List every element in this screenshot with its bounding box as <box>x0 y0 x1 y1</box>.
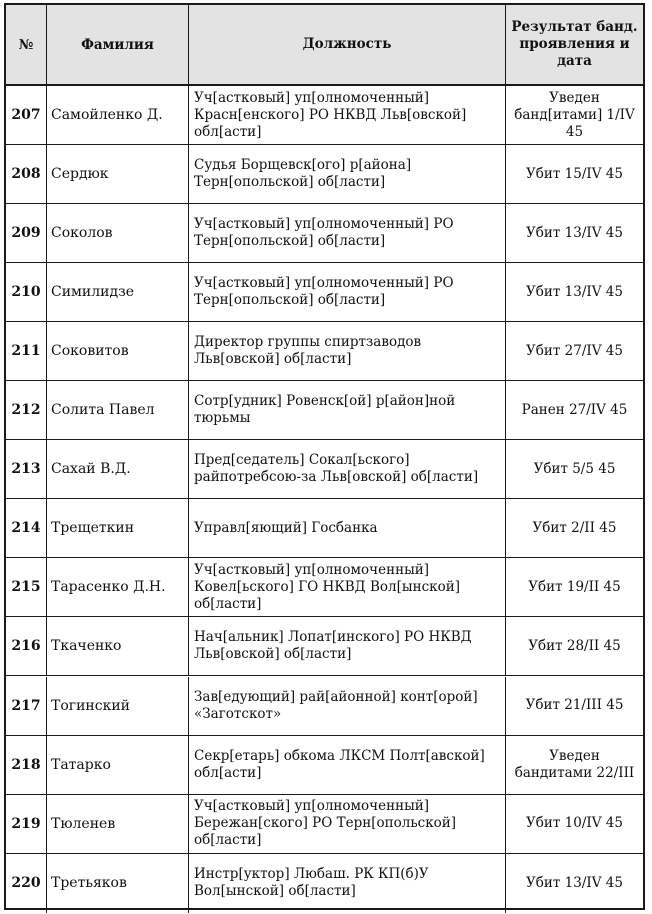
header-num: № <box>6 5 47 84</box>
row-position: Секр[етарь] обкома ЛКСМ Полт[авской] обл[асти] <box>189 736 506 794</box>
row-position: Уч[астковый] уп[олномоченный] Красн[енского] РО НКВД Льв[овской] обл[асти] <box>189 86 506 144</box>
table-row <box>6 677 643 736</box>
row-position: Уч[астковый] уп[олномоченный] РО Терн[опольской] об[ласти] <box>189 263 506 321</box>
table-row <box>6 145 643 204</box>
row-result: Уведен банд[итами] 1/IV 45 <box>514 89 635 140</box>
row-position: Судья Борщевск[ого] р[айона] Терн[опольской] об[ласти] <box>189 145 506 203</box>
row-position: Уч[астковый] уп[олномоченный] Бережан[ского] РО Терн[опольской] об[ласти] <box>189 795 506 853</box>
table-header <box>6 5 643 86</box>
row-position: Управл[яющий] Госбанка <box>189 499 506 557</box>
row-number: 215 <box>6 558 47 616</box>
row-position: Уч[астковый] уп[олномоченный] РО Терн[опольской] об[ласти] <box>189 204 506 262</box>
row-surname: Соколов <box>47 204 189 262</box>
row-number: 218 <box>6 736 47 794</box>
row-number: 209 <box>6 204 47 262</box>
row-result: Убит 5/5 45 <box>533 460 616 477</box>
table-row <box>6 204 643 263</box>
casualty-table <box>4 3 645 910</box>
table-row <box>6 499 643 558</box>
row-number: 217 <box>6 677 47 735</box>
row-number: 210 <box>6 263 47 321</box>
row-number: 220 <box>6 854 47 913</box>
row-result: Убит 13/IV 45 <box>526 224 623 241</box>
header-position: Должность <box>189 5 506 84</box>
row-result: Убит 27/IV 45 <box>526 342 623 359</box>
row-result: Убит 13/IV 45 <box>526 874 623 891</box>
row-position: Пред[седатель] Сокал[ьского] райпотребсою-за Льв[овской] об[ласти] <box>189 440 506 498</box>
row-surname: Тогинский <box>47 677 189 735</box>
row-result: Убит 13/IV 45 <box>526 283 623 300</box>
row-result: Убит 28/II 45 <box>528 637 621 654</box>
table-row <box>6 795 643 854</box>
row-position: Сотр[удник] Ровенск[ой] р[айон]ной тюрьмы <box>189 381 506 439</box>
row-number: 219 <box>6 795 47 853</box>
table-row <box>6 381 643 440</box>
row-number: 216 <box>6 617 47 675</box>
row-number: 207 <box>6 86 47 144</box>
row-position: Директор группы спиртзаводов Льв[овской] об[ласти] <box>189 322 506 380</box>
row-surname: Соковитов <box>47 322 189 380</box>
row-position: Зав[едующий] рай[айонной] конт[орой] «Заготскот» <box>189 677 506 735</box>
table-row <box>6 263 643 322</box>
header-result: Результат банд. проявления и дата <box>511 19 638 69</box>
table-row <box>6 440 643 499</box>
table-row <box>6 86 643 145</box>
row-result: Убит 2/II 45 <box>532 519 617 536</box>
row-surname: Солита Павел <box>47 381 189 439</box>
row-surname: Трещеткин <box>47 499 189 557</box>
row-number: 212 <box>6 381 47 439</box>
table-row <box>6 617 643 676</box>
row-surname: Сердюк <box>47 145 189 203</box>
table-row <box>6 558 643 617</box>
table-row <box>6 854 643 913</box>
row-number: 211 <box>6 322 47 380</box>
row-surname: Татарко <box>47 736 189 794</box>
table-row <box>6 736 643 795</box>
header-surname: Фамилия <box>47 5 189 84</box>
table-row <box>6 322 643 381</box>
row-surname: Симилидзе <box>47 263 189 321</box>
row-surname: Ткаченко <box>47 617 189 675</box>
row-number: 213 <box>6 440 47 498</box>
row-position: Уч[астковый] уп[олномоченный] Ковел[ьского] ГО НКВД Вол[ынской] об[ласти] <box>189 558 506 616</box>
row-surname: Тарасенко Д.Н. <box>47 558 189 616</box>
row-result: Убит 10/IV 45 <box>526 815 623 832</box>
row-surname: Тюленев <box>47 795 189 853</box>
row-number: 214 <box>6 499 47 557</box>
row-number: 208 <box>6 145 47 203</box>
row-position: Нач[альник] Лопат[инского] РО НКВД Льв[овской] об[ласти] <box>189 617 506 675</box>
row-surname: Самойленко Д. <box>47 86 189 144</box>
row-result: Убит 19/II 45 <box>528 578 621 595</box>
row-surname: Сахай В.Д. <box>47 440 189 498</box>
row-result: Ранен 27/IV 45 <box>521 401 628 418</box>
row-surname: Третьяков <box>47 854 189 913</box>
row-position: Инстр[уктор] Любаш. РК КП(б)У Вол[ынской] об[ласти] <box>189 854 506 913</box>
row-result: Убит 21/III 45 <box>525 697 624 714</box>
row-result: Убит 15/IV 45 <box>526 165 623 182</box>
row-result: Уведен бандитами 22/III <box>514 747 635 781</box>
